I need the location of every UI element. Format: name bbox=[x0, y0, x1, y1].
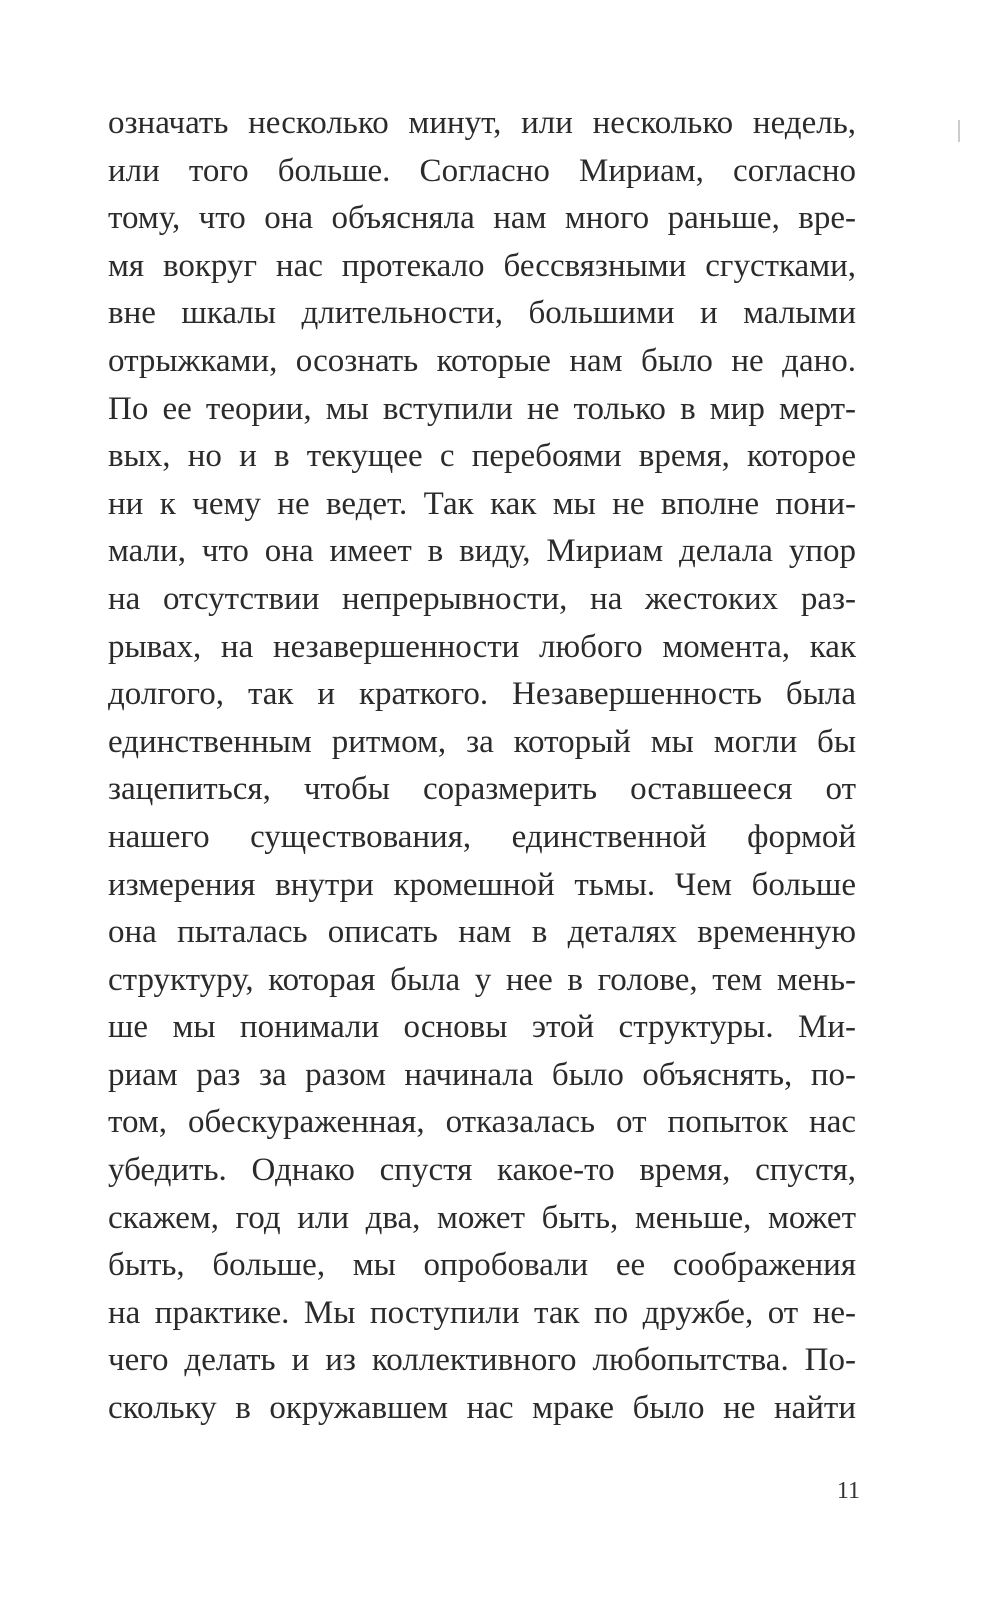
text-line: единственным ритмом, за который мы могли бы bbox=[108, 723, 856, 760]
page-number: 11 bbox=[836, 1478, 860, 1504]
text-line: на практике. Мы поступили так по дружбе, от не- bbox=[108, 1294, 856, 1331]
text-line: на отсутствии непрерывности, на жестоких раз- bbox=[108, 580, 856, 617]
text-line: отрыжками, осознать которые нам было не дано. bbox=[108, 342, 856, 379]
text-line: зацепиться, чтобы соразмерить оставшееся от bbox=[108, 771, 856, 808]
text-line: том, обескураженная, отказалась от попыток нас bbox=[108, 1104, 856, 1141]
text-line: означать несколько минут, или несколько недель, bbox=[108, 105, 856, 141]
text-line: чего делать и из коллективного любопытства. По- bbox=[108, 1342, 856, 1379]
text-line: она пыталась описать нам в деталях временную bbox=[108, 914, 856, 951]
text-line: вых, но и в текущее с перебоями время, которое bbox=[108, 438, 856, 475]
text-line: тому, что она объясняла нам много раньше, вре- bbox=[108, 200, 856, 237]
text-line: По ее теории, мы вступили не только в мир мерт- bbox=[108, 390, 856, 427]
text-line: или того больше. Согласно Мириам, согласно bbox=[108, 152, 856, 189]
text-line: мали, что она имеет в виду, Мириам делала упор bbox=[108, 533, 856, 570]
text-line: измерения внутри кромешной тьмы. Чем больше bbox=[108, 866, 856, 903]
text-line: скажем, год или два, может быть, меньше, может bbox=[108, 1199, 856, 1236]
text-line: рывах, на незавершенности любого момента, как bbox=[108, 628, 856, 665]
text-line: скольку в окружавшем нас мраке было не найти bbox=[108, 1390, 856, 1427]
text-line: вне шкалы длительности, большими и малыми bbox=[108, 295, 856, 332]
text-line: нашего существования, единственной формой bbox=[108, 818, 856, 855]
text-line: мя вокруг нас протекало бессвязными сгустками, bbox=[108, 247, 856, 284]
page-edge-mark bbox=[958, 120, 960, 142]
text-line: риам раз за разом начинала было объяснять, по- bbox=[108, 1056, 856, 1093]
text-line: ше мы понимали основы этой структуры. Ми- bbox=[108, 1009, 856, 1046]
text-line: ни к чему не ведет. Так как мы не вполне пони- bbox=[108, 485, 856, 522]
text-line: убедить. Однако спустя какое-то время, спустя, bbox=[108, 1152, 856, 1189]
body-text bbox=[108, 100, 856, 1433]
text-line: быть, больше, мы опробовали ее соображения bbox=[108, 1247, 856, 1284]
text-line: структуру, которая была у нее в голове, тем мень- bbox=[108, 961, 856, 998]
text-line: долгого, так и краткого. Незавершенность была bbox=[108, 676, 856, 713]
